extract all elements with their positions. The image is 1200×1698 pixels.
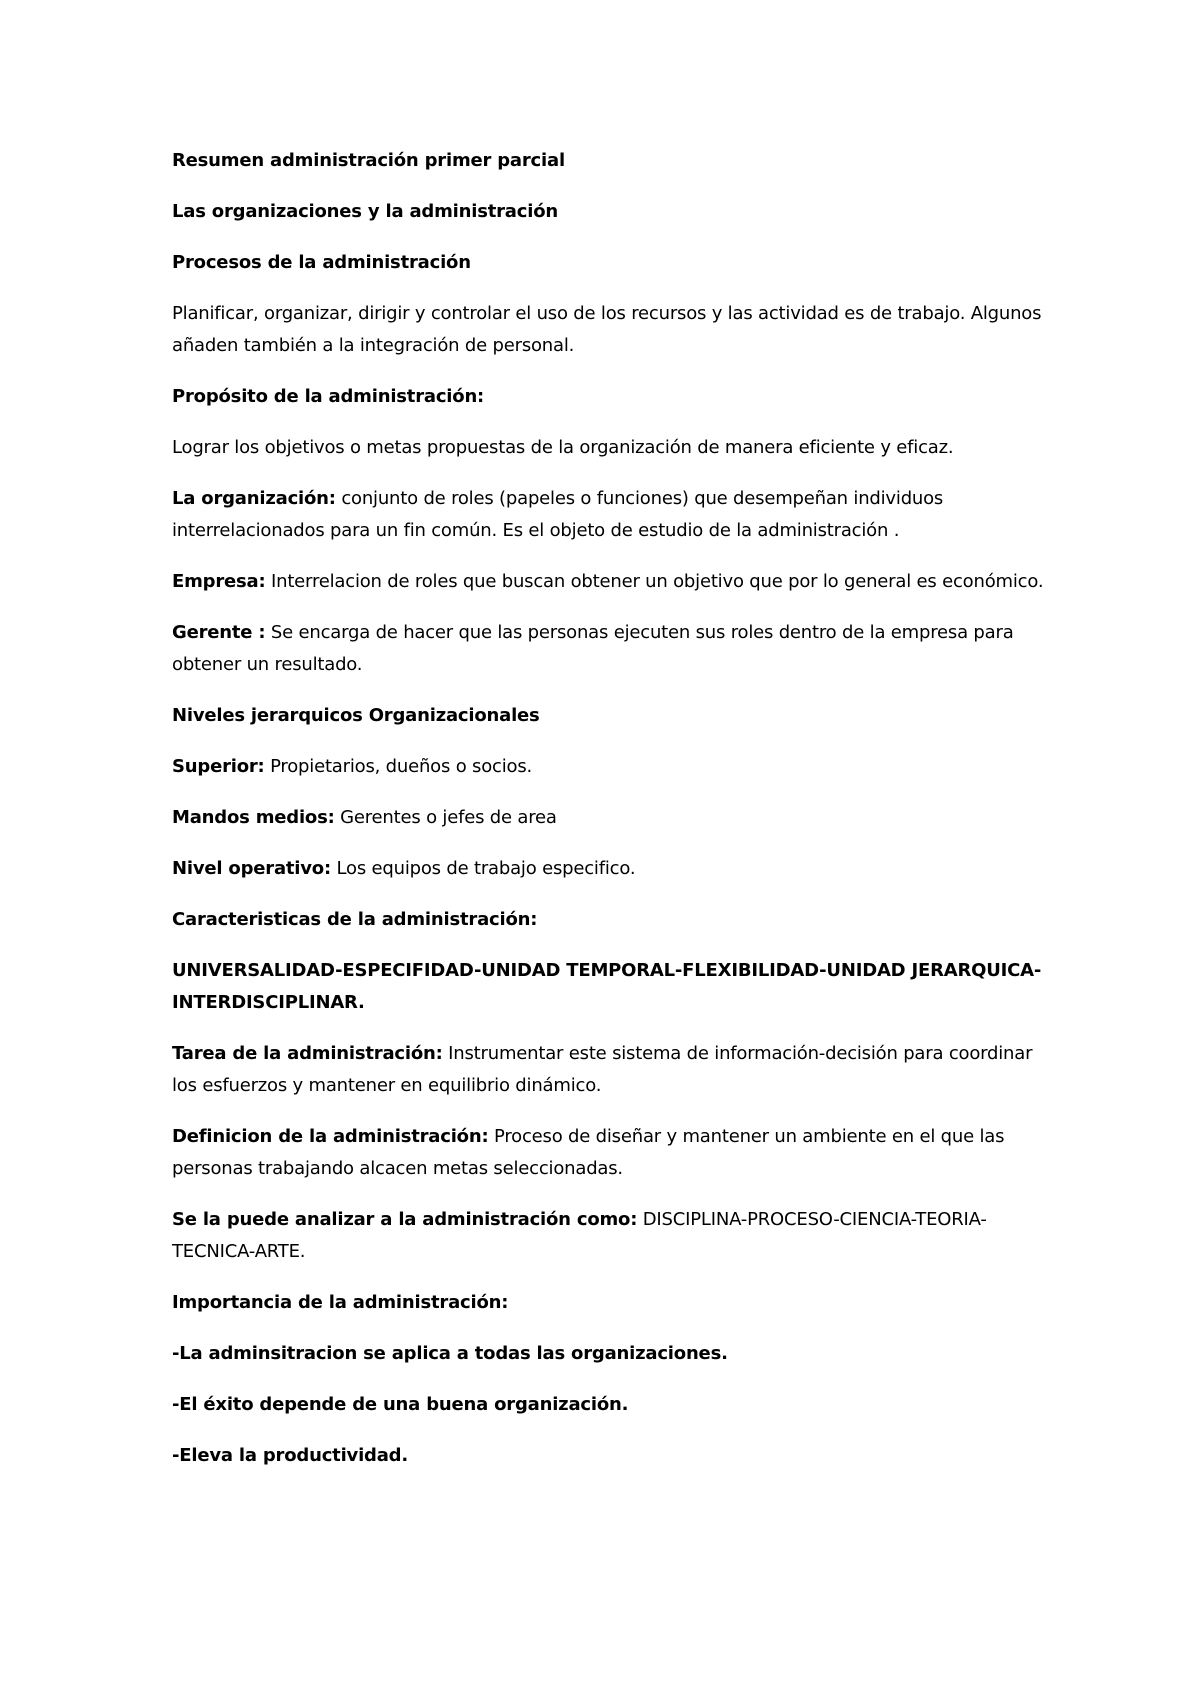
- section-heading-proposito: Propósito de la administración:: [172, 386, 485, 407]
- empresa-paragraph: [172, 566, 1052, 598]
- gerente-text: Se encarga de hacer que las personas ejecuten sus roles dentro de la empresa para obtener un resultado.: [172, 622, 1014, 675]
- organizacion-label: La organización:: [172, 488, 336, 509]
- operativo-label: Nivel operativo:: [172, 858, 331, 879]
- tarea-label: Tarea de la administración:: [172, 1043, 443, 1064]
- empresa-label: Empresa:: [172, 571, 266, 592]
- definicion-label: Definicion de la administración:: [172, 1126, 489, 1147]
- section-heading-importancia: Importancia de la administración:: [172, 1292, 509, 1313]
- operativo-paragraph: [172, 853, 1052, 885]
- tarea-paragraph: [172, 1038, 1052, 1102]
- mandos-text: Gerentes o jefes de area: [334, 807, 557, 828]
- procesos-paragraph: Planificar, organizar, dirigir y controlar el uso de los recursos y las actividad es de trabajo. Algunos añaden también a la integración de personal.: [172, 303, 1042, 356]
- operativo-text: Los equipos de trabajo especifico.: [330, 858, 636, 879]
- organizacion-text: conjunto de roles (papeles o funciones) que desempeñan individuos interrelacionados para un fin común. Es el objeto de estudio de la administración .: [172, 488, 944, 541]
- analizar-paragraph: [172, 1204, 1052, 1268]
- document-body: [172, 145, 1052, 1491]
- document-title: Resumen administración primer parcial: [172, 150, 565, 171]
- superior-label: Superior:: [172, 756, 265, 777]
- caracteristicas-list: UNIVERSALIDAD-ESPECIFIDAD-UNIDAD TEMPORAL-FLEXIBILIDAD-UNIDAD JERARQUICA-INTERDISCIPLINAR.: [172, 960, 1042, 1013]
- gerente-label: Gerente :: [172, 622, 266, 643]
- section-heading-procesos: Procesos de la administración: [172, 252, 471, 273]
- superior-paragraph: [172, 751, 1052, 783]
- importancia-item-2: -El éxito depende de una buena organización.: [172, 1394, 629, 1415]
- organizacion-paragraph: [172, 483, 1052, 547]
- importancia-item-1: -La adminsitracion se aplica a todas las organizaciones.: [172, 1343, 728, 1364]
- section-heading-organizaciones: Las organizaciones y la administración: [172, 201, 558, 222]
- superior-text: Propietarios, dueños o socios.: [264, 756, 533, 777]
- tarea-text: Instrumentar este sistema de información-decisión para coordinar los esfuerzos y mantener en equilibrio dinámico.: [172, 1043, 1033, 1096]
- empresa-text: Interrelacion de roles que buscan obtener un objetivo que por lo general es económico.: [265, 571, 1044, 592]
- section-heading-niveles: Niveles jerarquicos Organizacionales: [172, 705, 540, 726]
- definicion-text: Proceso de diseñar y mantener un ambiente en el que las personas trabajando alcacen metas seleccionadas.: [172, 1126, 1005, 1179]
- proposito-paragraph: Lograr los objetivos o metas propuestas de la organización de manera eficiente y eficaz.: [172, 437, 954, 458]
- mandos-paragraph: [172, 802, 1052, 834]
- gerente-paragraph: [172, 617, 1052, 681]
- analizar-text: DISCIPLINA-PROCESO-CIENCIA-TEORIA-TECNICA-ARTE.: [172, 1209, 987, 1262]
- importancia-item-3: -Eleva la productividad.: [172, 1445, 409, 1466]
- section-heading-caracteristicas: Caracteristicas de la administración:: [172, 909, 538, 930]
- analizar-label: Se la puede analizar a la administración como:: [172, 1209, 638, 1230]
- definicion-paragraph: [172, 1121, 1052, 1185]
- mandos-label: Mandos medios:: [172, 807, 335, 828]
